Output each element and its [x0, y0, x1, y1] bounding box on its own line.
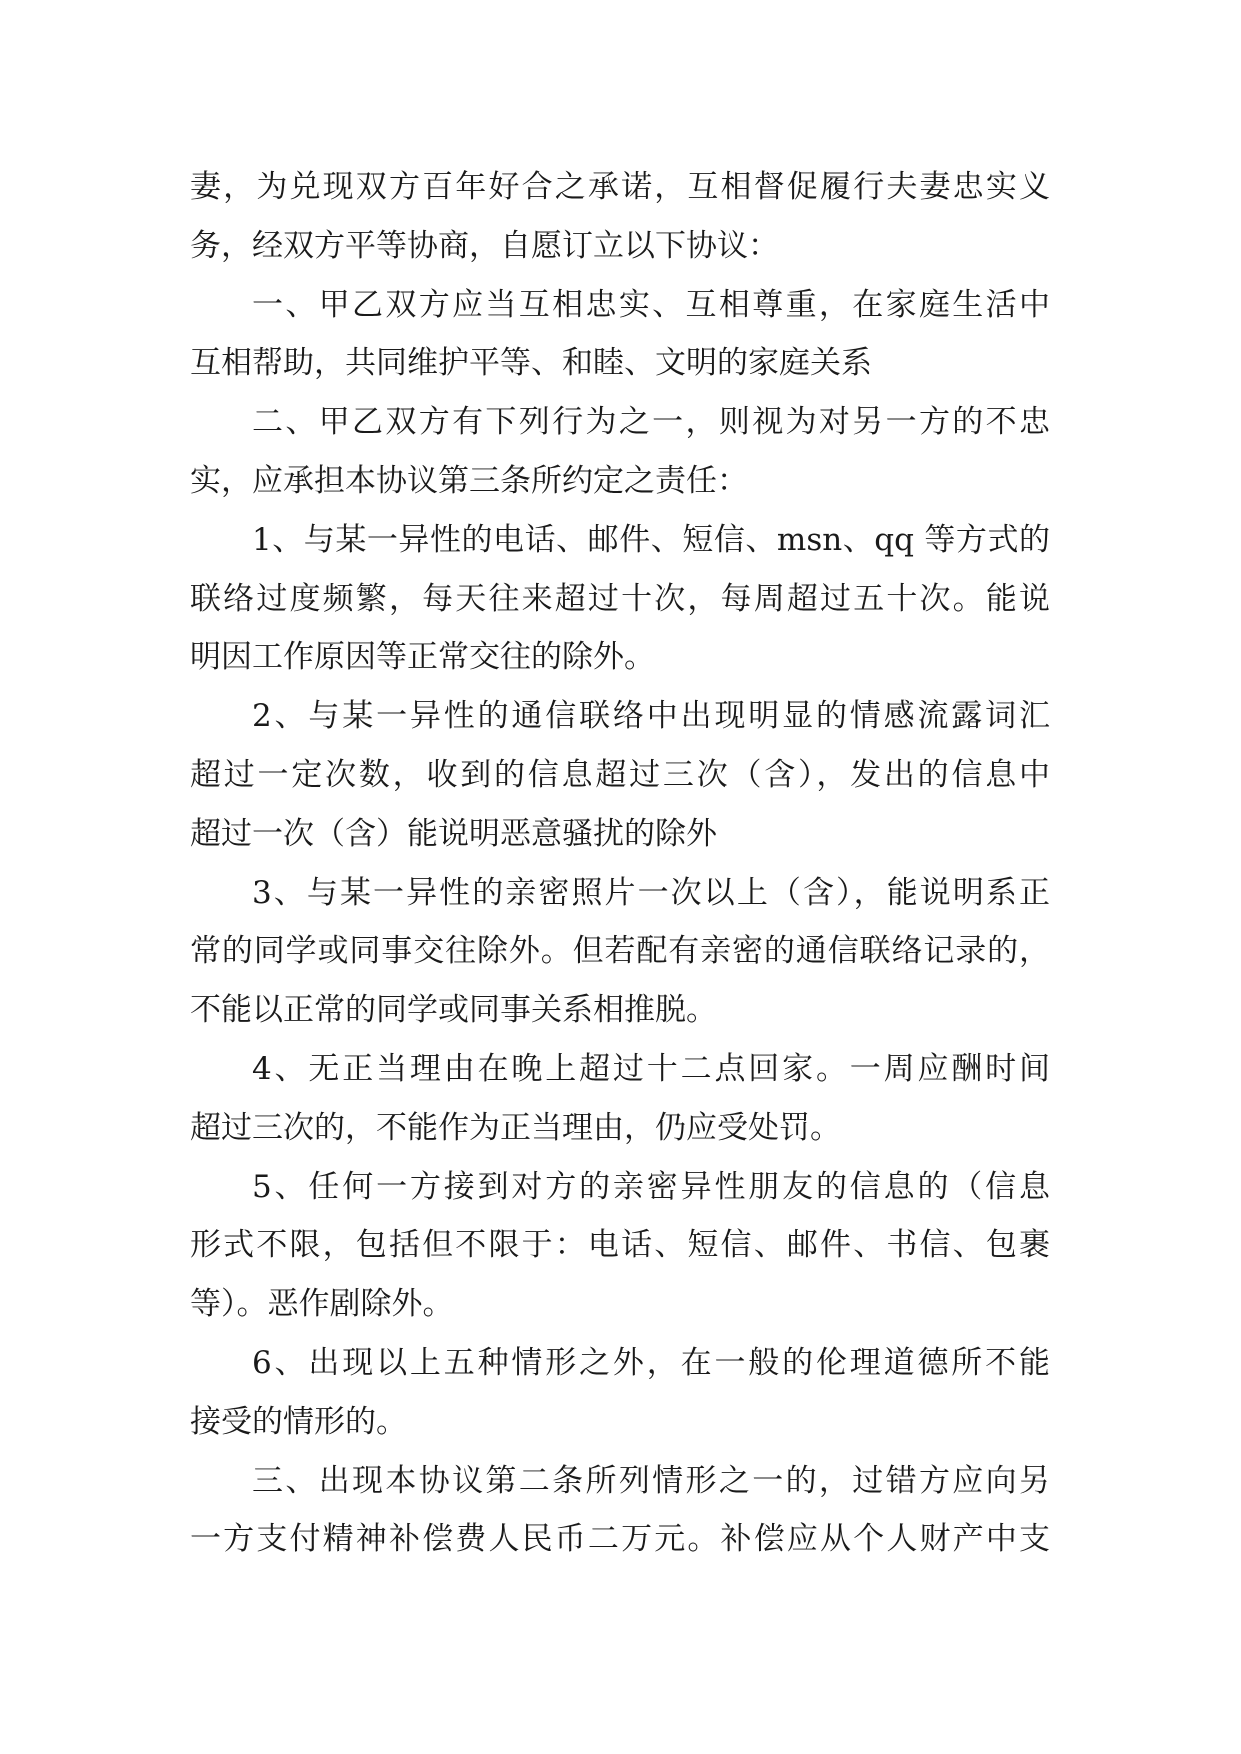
- paragraph-line: 5、任何一方接到对方的亲密异性朋友的信息的（信息: [252, 1168, 1050, 1205]
- paragraph-line: 二、甲乙双方有下列行为之一，则视为对另一方的不忠: [252, 404, 1050, 441]
- text-line: 不能以正常的同学或同事关系相推脱。: [190, 992, 717, 1029]
- text-line: 形式不限，包括但不限于：电话、短信、邮件、书信、包裹: [190, 1227, 1050, 1264]
- document-body: [190, 158, 1050, 1569]
- paragraph-line: 三、出现本协议第二条所列情形之一的，过错方应向另: [252, 1462, 1050, 1499]
- paragraph-line: 2、与某一异性的通信联络中出现明显的情感流露词汇: [252, 698, 1050, 735]
- text-line: 明因工作原因等正常交往的除外。: [190, 639, 655, 676]
- text-line: 等）。恶作剧除外。: [190, 1286, 454, 1323]
- text-line: 务，经双方平等协商，自愿订立以下协议：: [190, 227, 779, 264]
- text-line: 妻，为兑现双方百年好合之承诺，互相督促履行夫妻忠实义: [190, 169, 1050, 205]
- text-line: 超过一定次数，收到的信息超过三次（含），发出的信息中: [190, 756, 1050, 793]
- text-line: 一方支付精神补偿费人民币二万元。补偿应从个人财产中支: [190, 1521, 1050, 1558]
- paragraph-line: 1、与某一异性的电话、邮件、短信、msn、qq 等方式的: [252, 521, 1050, 558]
- text-line: 超过一次（含）能说明恶意骚扰的除外: [190, 815, 717, 852]
- text-line: 超过三次的，不能作为正当理由，仍应受处罚。: [190, 1109, 841, 1146]
- text-line: 常的同学或同事交往除外。但若配有亲密的通信联络记录的，: [190, 933, 1050, 970]
- paragraph-line: 6、出现以上五种情形之外，在一般的伦理道德所不能: [252, 1344, 1050, 1381]
- text-line: 接受的情形的。: [190, 1403, 407, 1440]
- paragraph-line: 4、无正当理由在晚上超过十二点回家。一周应酬时间: [252, 1050, 1050, 1087]
- paragraph-line: 3、与某一异性的亲密照片一次以上（含），能说明系正: [252, 874, 1050, 911]
- text-line: 实，应承担本协议第三条所约定之责任：: [190, 462, 748, 499]
- text-line: 联络过度频繁，每天往来超过十次，每周超过五十次。能说: [190, 580, 1050, 617]
- paragraph-line: 一、甲乙双方应当互相忠实、互相尊重，在家庭生活中: [252, 286, 1050, 323]
- text-line: 互相帮助，共同维护平等、和睦、文明的家庭关系: [190, 345, 872, 382]
